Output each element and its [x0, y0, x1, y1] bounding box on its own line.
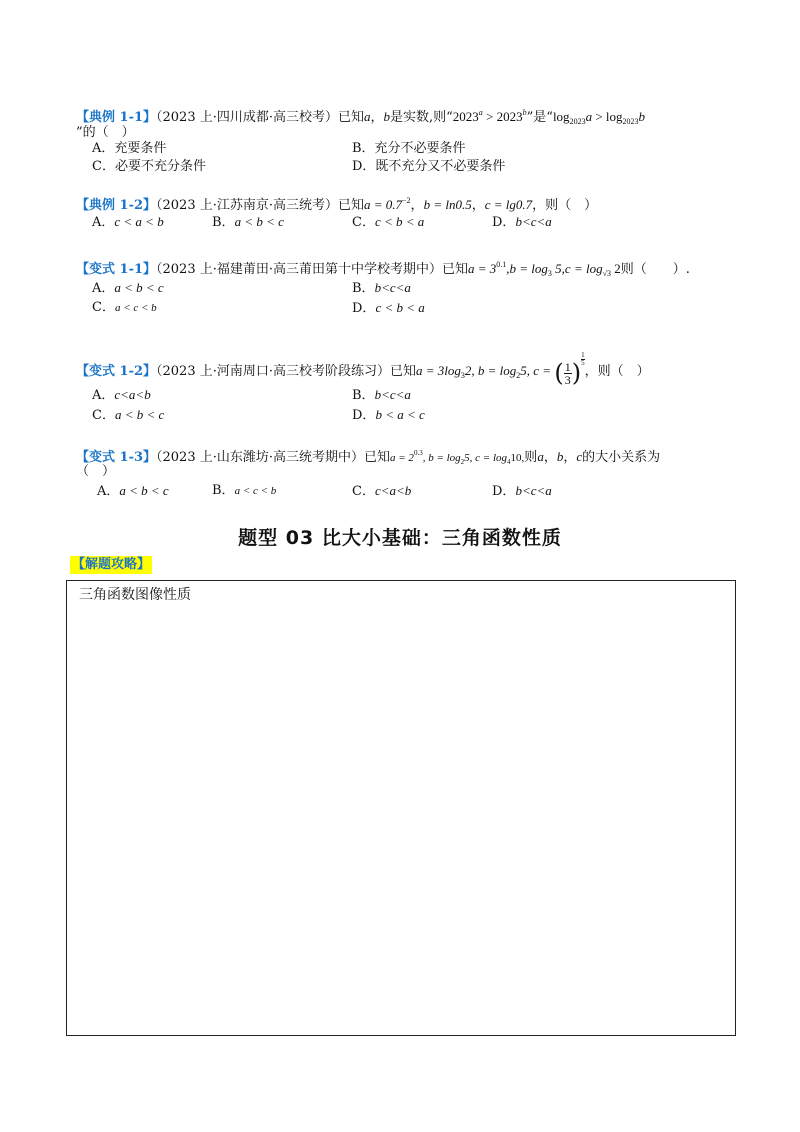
q2-option-c[interactable]: C．c < b < a — [352, 214, 425, 230]
q1-option-b[interactable]: B．充分不必要条件 — [352, 141, 466, 156]
q1-stem-end: ”的（ ） — [76, 125, 135, 140]
strategy-box-title: 三角函数图像性质 — [79, 587, 191, 603]
q4-tag: 【变式 1-2】 — [76, 364, 157, 379]
q1-option-d[interactable]: D．既不充分又不必要条件 — [352, 159, 506, 174]
q3-option-b[interactable]: B．b<c<a — [352, 280, 411, 296]
q5-tag: 【变式 1-3】 — [76, 450, 157, 465]
q4-option-b[interactable]: B．b<c<a — [352, 387, 411, 403]
q1-tag: 【典例 1-1】 — [76, 110, 157, 125]
section-title: 题型 03 比大小基础：三角函数性质 — [238, 527, 562, 549]
tips-label: 【解题攻略】 — [72, 557, 151, 572]
q1-stem: 【典例 1-1】（2023 上·四川成都·高三校考）已知a，b是实数,则“$2023^a > 2023^b$”是“$\log_{2023}a > \log_{2023}b$ — [76, 108, 646, 126]
q5-option-b[interactable]: B．a < c < b — [212, 483, 277, 498]
q3-tag: 【变式 1-1】 — [76, 262, 157, 277]
q3-option-c[interactable]: C．a < c < b — [92, 300, 157, 315]
strategy-box — [66, 580, 736, 1036]
q5-stem-end: （ ） — [76, 464, 116, 479]
q4-stem: 【变式 1-2】（2023 上·河南周口·高三校考阶段练习）已知$a = 3\log_32$, $b = \log_25$, c = ( $\frac{1}{3}$ ) $^{\frac{1}{5}}$ ，则（ ） — [76, 351, 650, 387]
q3-option-a[interactable]: A．a < b < c — [92, 280, 164, 296]
q2-stem: 【典例 1-2】（2023 上·江苏南京·高三统考）已知$a = 0.7^{-2}$，b = ln0.5，c = lg0.7，则（ ） — [76, 196, 598, 213]
q5-option-a[interactable]: A．a < b < c — [97, 483, 169, 499]
q4-option-a[interactable]: A．c<a<b — [92, 387, 151, 403]
q2-option-d[interactable]: D．b<c<a — [492, 214, 552, 230]
q5-option-c[interactable]: C．c<a<b — [352, 483, 412, 499]
q5-stem: 【变式 1-3】（2023 上·山东潍坊·高三统考期中）已知$a = 2^{0.3}$, $b = \log_25$, $c = \log_410$,则a，b，c的大小关系为 — [76, 449, 661, 466]
q3-stem: 【变式 1-1】（2023 上·福建莆田·高三莆田第十中学校考期中）已知$a = 3^{0.1},b = \log_3 5,c = \log_{√3} 2$则（ ）. — [76, 260, 690, 278]
q4-option-c[interactable]: C．a < b < c — [92, 407, 165, 423]
q3-option-d[interactable]: D．c < b < a — [352, 300, 425, 316]
q2-option-a[interactable]: A．c < a < b — [92, 214, 164, 230]
q5-option-d[interactable]: D．b<c<a — [492, 483, 552, 499]
q4-option-d[interactable]: D．b < a < c — [352, 407, 425, 423]
q1-option-c[interactable]: C．必要不充分条件 — [92, 159, 206, 174]
q1-option-a[interactable]: A．充要条件 — [92, 141, 167, 156]
q2-tag: 【典例 1-2】 — [76, 198, 157, 213]
q2-option-b[interactable]: B．a < b < c — [212, 214, 284, 230]
